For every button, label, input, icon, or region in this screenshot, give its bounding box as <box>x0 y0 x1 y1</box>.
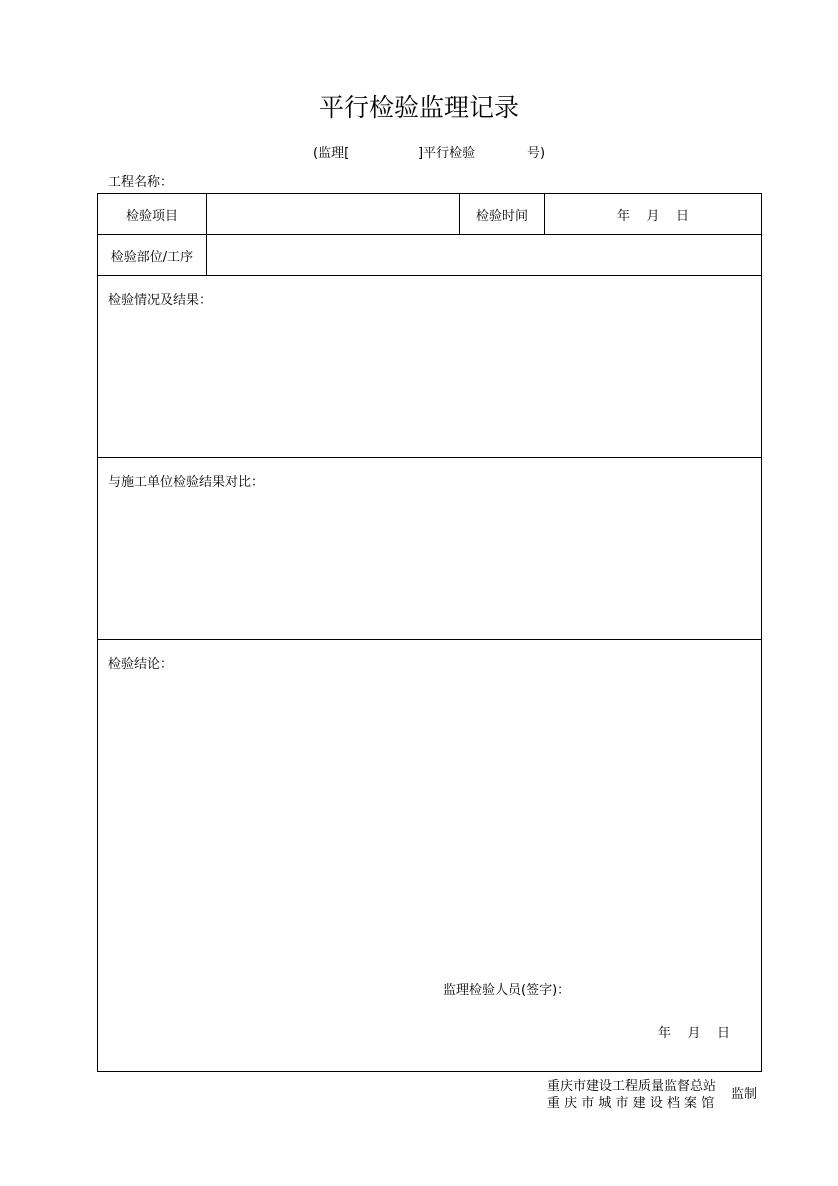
subtitle-middle: ]平行检验 <box>418 146 476 161</box>
footer-made-by: 监制 <box>731 1087 758 1102</box>
subtitle-suffix: 号) <box>527 146 546 161</box>
inspection-item-field[interactable] <box>207 194 459 234</box>
page-title: 平行检验监理记录 <box>318 93 519 122</box>
subtitle-prefix: (监理[ <box>313 146 350 161</box>
situation-label: 检验情况及结果： <box>108 293 213 308</box>
inspection-date-field[interactable]: 年 月 日 <box>616 208 690 224</box>
signature-label: 监理检验人员(签字)： <box>443 983 571 998</box>
footer-org-1: 重庆市建设工程质量监督总站 <box>547 1079 717 1094</box>
comparison-label: 与施工单位检验结果对比： <box>108 475 265 490</box>
footer-org-2: 重 庆 市 城 市 建 设 档 案 馆 <box>547 1096 715 1111</box>
conclusion-label: 检验结论： <box>108 657 174 672</box>
inspection-location-field[interactable] <box>207 235 761 275</box>
project-name-label: 工程名称： <box>108 175 174 190</box>
inspection-time-label: 检验时间 <box>475 208 528 224</box>
inspection-item-label: 检验项目 <box>125 208 178 224</box>
inspection-location-label: 检验部位/工序 <box>110 249 194 265</box>
signature-date: 年 月 日 <box>658 1026 731 1041</box>
